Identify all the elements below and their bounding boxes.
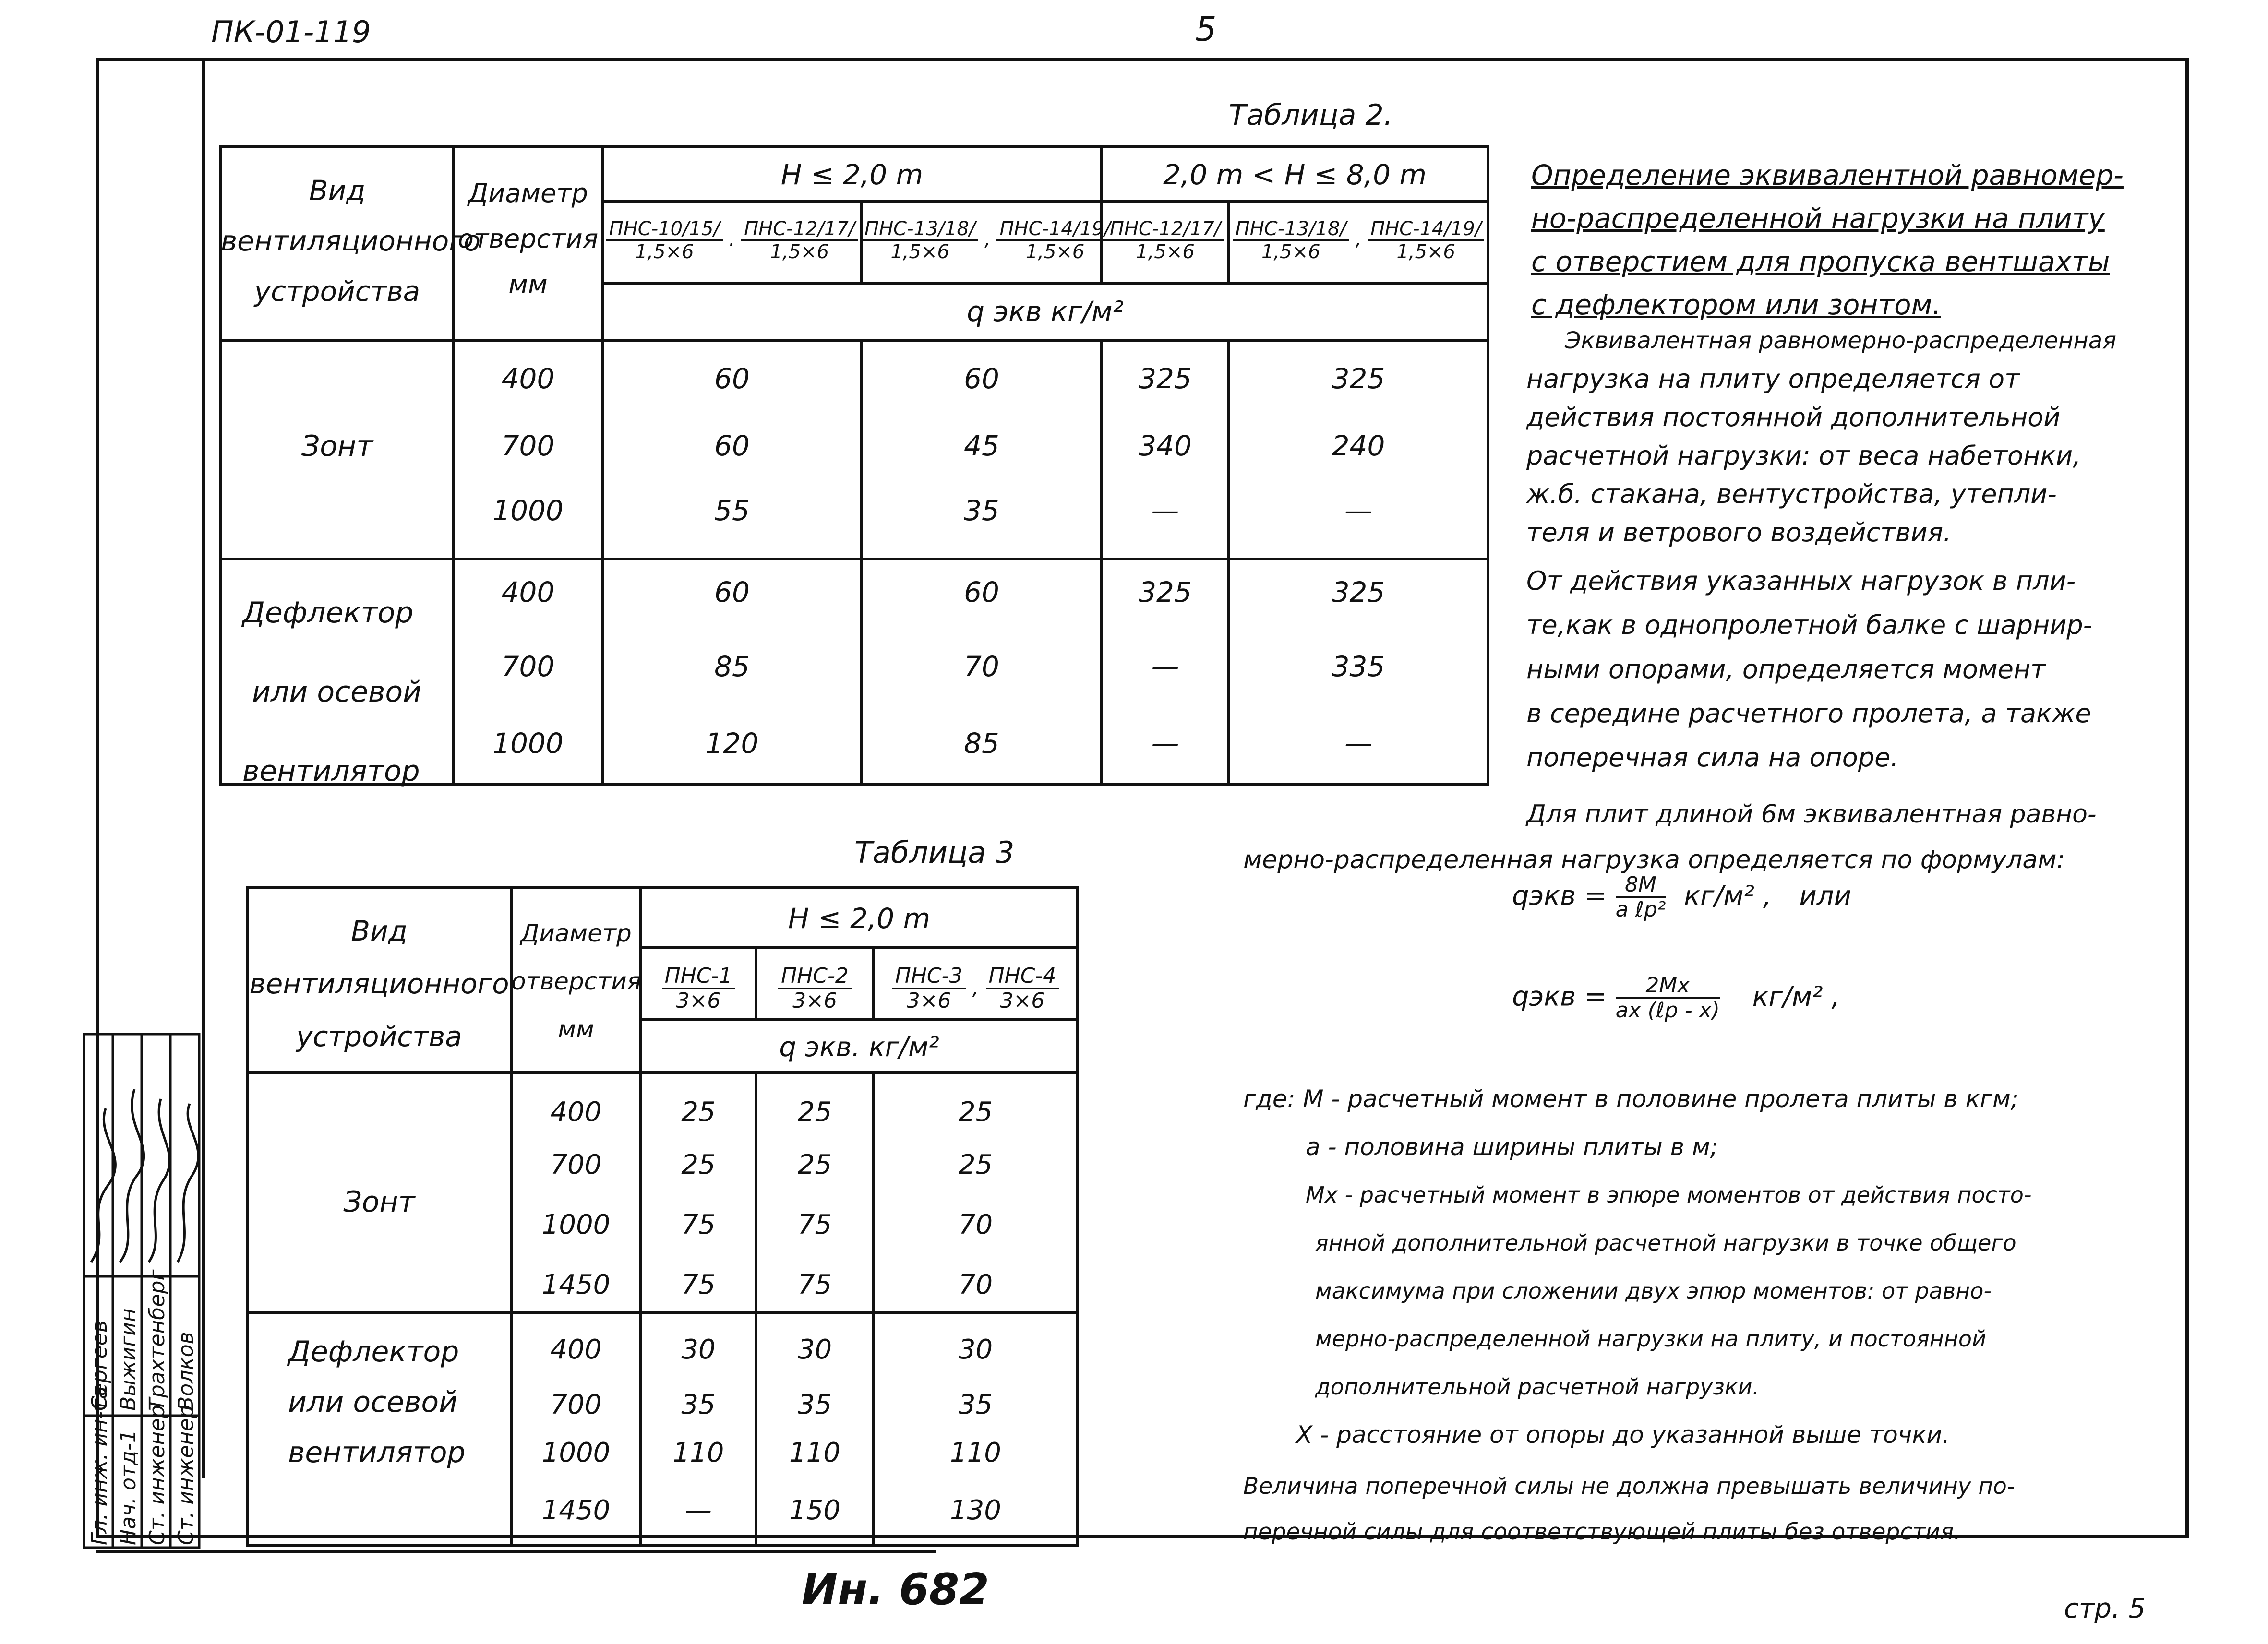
where-line-4: янной дополнительной расчетной нагрузки в точке общего (1315, 1230, 2016, 1256)
table2-cell-r4-c2: 60 (964, 576, 999, 608)
where-line-8: X - расстояние от опоры до указанной выше точки. (1296, 1421, 1950, 1449)
para1-line-5: ж.б. стакана, вентустройства, утепли- (1526, 479, 2057, 509)
table3-cell-r5-d: 400 (550, 1334, 602, 1365)
table2-col-type-l3: устройства (254, 275, 420, 308)
table3-col-diameter-l1: Диаметр (520, 919, 632, 947)
table3-cell-r3-c3: 70 (958, 1209, 993, 1240)
t2-slab-e-den: 1,5×6 (1136, 241, 1195, 263)
formula2-den: ax (ℓp - x) (1615, 998, 1720, 1023)
table3-cell-r2-c1: 25 (681, 1149, 716, 1180)
where-line-6: мерно-распределенной нагрузки на плиту, и постоянной (1315, 1326, 1986, 1352)
heading-line-2: но-распределенной нагрузки на плиту (1531, 202, 2105, 235)
table3-cell-r4-c2: 75 (797, 1269, 832, 1300)
table3-cell-r6-c2: 35 (797, 1389, 832, 1420)
heading-line-3: с отверстием для пропуска вентшахты (1531, 245, 2110, 278)
table2-group-deflector-l1: Дефлектор (242, 596, 414, 630)
where-line-7: дополнительной расчетной нагрузки. (1315, 1374, 1760, 1400)
table2-cell-r2-d: 700 (501, 429, 555, 462)
table3-cell-r5-c3: 30 (958, 1334, 993, 1365)
t3-slab-a-den: 3×6 (676, 989, 721, 1013)
t2-slab-c-num: ПНС-13/18/ (862, 218, 978, 241)
table2-group1-header: H ≤ 2,0 m (780, 158, 924, 191)
table3-cell-r7-c2: 110 (789, 1437, 840, 1468)
stamp-name-2: Выжигин (116, 1308, 141, 1411)
table2-cell-r3-c3: — (1151, 494, 1179, 527)
table2-cell-r2-c4: 240 (1332, 429, 1385, 462)
table2-title: Таблица 2. (1229, 98, 1393, 132)
para1-line-6: теля и ветрового воздействия. (1526, 517, 1952, 548)
formula1-lhs: qэкв = (1512, 880, 1607, 912)
formula1-num: 8M (1616, 873, 1666, 898)
table2-cell-r1-c2: 60 (964, 362, 999, 395)
t2-slab-a-den: 1,5×6 (635, 241, 694, 263)
table2-cell-r1-d: 400 (501, 362, 555, 395)
table3-group-deflector-l2: или осевой (288, 1385, 458, 1419)
para2-line-4: в середине расчетного пролета, а также (1526, 698, 2091, 728)
t2-slab-a-num: ПНС-10/15/ (606, 218, 723, 241)
para1-line-2: нагрузка на плиту определяется от (1526, 364, 2020, 394)
table3-cell-r4-c3: 70 (958, 1269, 993, 1300)
table2-group2-header: 2,0 m < H ≤ 8,0 m (1163, 158, 1427, 191)
table3-cell-r6-c3: 35 (958, 1389, 993, 1420)
table3-cell-r8-c2: 150 (789, 1495, 840, 1526)
t2-slab-f-num: ПНС-13/18/ (1233, 218, 1349, 241)
stamp-role-4: Ст. инженер (174, 1405, 198, 1545)
formula1-unit: кг/м² , (1684, 880, 1772, 912)
t2-slab-g-num: ПНС-14/19/ (1368, 218, 1484, 241)
t3-slab-d-den: 3×6 (1000, 989, 1045, 1013)
table2-cell-r2-c2: 45 (964, 429, 999, 462)
table2-col-diameter-l1: Диаметр (468, 178, 588, 208)
table2-cell-r6-c2: 85 (964, 727, 999, 760)
table3-cell-r7-d: 1000 (541, 1437, 611, 1468)
table2-group-deflector-l3: вентилятор (242, 754, 420, 788)
table2-cell-r2-c3: 340 (1139, 429, 1192, 462)
table3-cell-r2-c3: 25 (958, 1149, 993, 1180)
table3-group1-header: H ≤ 2,0 m (788, 902, 931, 935)
table3-cell-r1-c3: 25 (958, 1096, 993, 1128)
t2-slab-b-den: 1,5×6 (770, 241, 829, 263)
table3-cell-r8-c1: — (685, 1495, 712, 1526)
stamp-signatures (82, 1032, 202, 1281)
table3-title: Таблица 3 (854, 835, 1015, 870)
page-number: 5 (1195, 10, 1217, 49)
formula2-num: 2Mx (1616, 974, 1720, 999)
table3-cell-r1-d: 400 (550, 1096, 602, 1128)
para1-line-4: расчетной нагрузки: от веса набетонки, (1526, 441, 2081, 471)
table2-cell-r3-d: 1000 (492, 494, 564, 527)
stamp-name-4: Волков (174, 1332, 198, 1411)
t2-slab-d-den: 1,5×6 (1025, 241, 1085, 263)
table2-cell-r1-c4: 325 (1332, 362, 1385, 395)
table2-cell-r4-c4: 325 (1332, 576, 1385, 608)
table3-q-label: q экв. кг/м² (779, 1032, 939, 1063)
table3-cell-r3-d: 1000 (541, 1209, 611, 1240)
para3-line-1: Для плит длиной 6м эквивалентная равно- (1526, 800, 2097, 829)
stamp-role-1: Гл. инж. ин-та (87, 1386, 112, 1545)
table3-col-type-l2: вентиляционного (249, 967, 509, 1000)
table2-cell-r5-c2: 70 (964, 650, 999, 683)
table2-cell-r1-c3: 325 (1139, 362, 1192, 395)
t2-slab-f-den: 1,5×6 (1261, 241, 1320, 263)
table3-group-umbrella: Зонт (343, 1185, 415, 1219)
table3-cell-r6-c1: 35 (681, 1389, 716, 1420)
para2-line-3: ными опорами, определяется момент (1526, 654, 2046, 684)
t3-slab-c-den: 3×6 (906, 989, 951, 1013)
where-line-3: Mx - расчетный момент в эпюре моментов от действия посто- (1306, 1182, 2032, 1208)
final-line-1: Величина поперечной силы не должна превышать величину по- (1243, 1473, 2015, 1500)
t2-slab-g-den: 1,5×6 (1396, 241, 1455, 263)
final-line-2: перечной силы для соответствующей плиты без отверстия. (1243, 1519, 1961, 1545)
table3-cell-r5-c2: 30 (797, 1334, 832, 1365)
table3-cell-r4-d: 1450 (541, 1269, 611, 1300)
table2-cell-r5-c4: 335 (1332, 650, 1385, 683)
where-line-2: a - половина ширины плиты в м; (1306, 1133, 1718, 1161)
t2-slab-d-num: ПНС-14/19/ (996, 218, 1113, 241)
stamp-role-2: Нач. отд-1 (116, 1430, 141, 1545)
table3-cell-r7-c3: 110 (950, 1437, 1001, 1468)
formula1-den: a ℓp² (1615, 897, 1666, 922)
table3-cell-r1-c1: 25 (681, 1096, 716, 1128)
table2-cell-r1-c1: 60 (714, 362, 750, 395)
table2-cell-r5-d: 700 (501, 650, 555, 683)
table3-col-type-l3: устройства (296, 1020, 462, 1053)
table3-group-deflector-l3: вентилятор (288, 1436, 466, 1469)
para2-line-5: поперечная сила на опоре. (1526, 742, 1899, 773)
where-line-1: где: M - расчетный момент в половине пролета плиты в кгм; (1243, 1085, 2019, 1113)
table2-cell-r4-d: 400 (501, 576, 555, 608)
para2-line-1: От действия указанных нагрузок в пли- (1526, 566, 2076, 596)
table2-col-diameter-l2: отверстия (457, 224, 599, 254)
table3-cell-r7-c1: 110 (672, 1437, 724, 1468)
table2-col-type-l2: вентиляционного (221, 225, 481, 257)
stamp-name-3: Трахтенберг (145, 1269, 169, 1411)
table2-group-deflector-l2: или осевой (252, 675, 422, 709)
stamp-role-3: Ст. инженер (145, 1405, 169, 1545)
table2-cell-r2-c1: 60 (714, 429, 750, 462)
heading-line-4: с дефлектором или зонтом. (1531, 288, 1941, 321)
table2-col-diameter-l3: мм (508, 269, 548, 299)
table3-cell-r8-c3: 130 (950, 1495, 1001, 1526)
para1-line-3: действия постоянной дополнительной (1526, 402, 2061, 432)
table3-cell-r6-d: 700 (550, 1389, 602, 1420)
formula2-unit: кг/м² , (1752, 981, 1840, 1013)
table2-cell-r4-c3: 325 (1139, 576, 1192, 608)
table3-group-deflector-l1: Дефлектор (288, 1335, 459, 1369)
table2-group-umbrella: Зонт (301, 429, 373, 463)
t3-slab-c-num: ПНС-3 (892, 965, 966, 989)
inventory-number: Ин. 682 (802, 1564, 989, 1615)
table2-cell-r3-c4: — (1344, 494, 1372, 527)
t3-slab-b-den: 3×6 (792, 989, 837, 1013)
t3-slab-a-num: ПНС-1 (662, 965, 735, 989)
table3-cell-r8-d: 1450 (541, 1495, 611, 1526)
stamp-name-1: Сергеев (87, 1320, 112, 1411)
table2-cell-r3-c2: 35 (964, 494, 999, 527)
t3-slab-d-num: ПНС-4 (986, 965, 1059, 989)
t3-slab-b-num: ПНС-2 (778, 965, 852, 989)
t2-slab-b-num: ПНС-12/17/ (741, 218, 858, 241)
para2-line-2: те,как в однопролетной балке с шарнир- (1526, 610, 2093, 640)
table3-cell-r5-c1: 30 (681, 1334, 716, 1365)
table2-cell-r6-d: 1000 (492, 727, 564, 760)
table2-cell-r6-c4: — (1344, 727, 1372, 760)
t2-slab-e-num: ПНС-12/17/ (1107, 218, 1224, 241)
table2-cell-r5-c3: — (1151, 650, 1179, 683)
sheet-label: стр. 5 (2064, 1593, 2146, 1624)
table2-cell-r6-c3: — (1151, 727, 1179, 760)
table2-cell-r6-c1: 120 (705, 727, 759, 760)
where-line-5: максимума при сложении двух эпюр моментов: от равно- (1315, 1278, 1992, 1304)
table3-cell-r4-c1: 75 (681, 1269, 716, 1300)
table3-cell-r1-c2: 25 (797, 1096, 832, 1128)
table3-col-diameter-l3: мм (558, 1015, 594, 1043)
table3-cell-r2-c2: 25 (797, 1149, 832, 1180)
table3-col-type-l1: Вид (351, 915, 408, 947)
document-code: ПК-01-119 (211, 14, 371, 49)
table2-q-label: q экв кг/м² (967, 295, 1124, 328)
table2-cell-r4-c1: 60 (714, 576, 750, 608)
table3-cell-r3-c2: 75 (797, 1209, 832, 1240)
para1-line-1: Эквивалентная равномерно-распределенная (1565, 327, 2117, 354)
approval-stamp (82, 1032, 202, 1550)
table2-col-type-l1: Вид (309, 174, 366, 207)
heading-line-1: Определение эквивалентной равномер- (1531, 159, 2124, 191)
formula2-lhs: qэкв = (1512, 981, 1607, 1013)
table2-cell-r5-c1: 85 (714, 650, 750, 683)
table2-cell-r3-c1: 55 (714, 494, 750, 527)
table3-col-diameter-l2: отверстия (511, 967, 641, 995)
para3-line-2: мерно-распределенная нагрузка определяется по формулам: (1243, 846, 2065, 874)
table3-cell-r2-d: 700 (550, 1149, 602, 1180)
formula1-or: или (1799, 880, 1851, 912)
t2-slab-c-den: 1,5×6 (890, 241, 949, 263)
table3-cell-r3-c1: 75 (681, 1209, 716, 1240)
